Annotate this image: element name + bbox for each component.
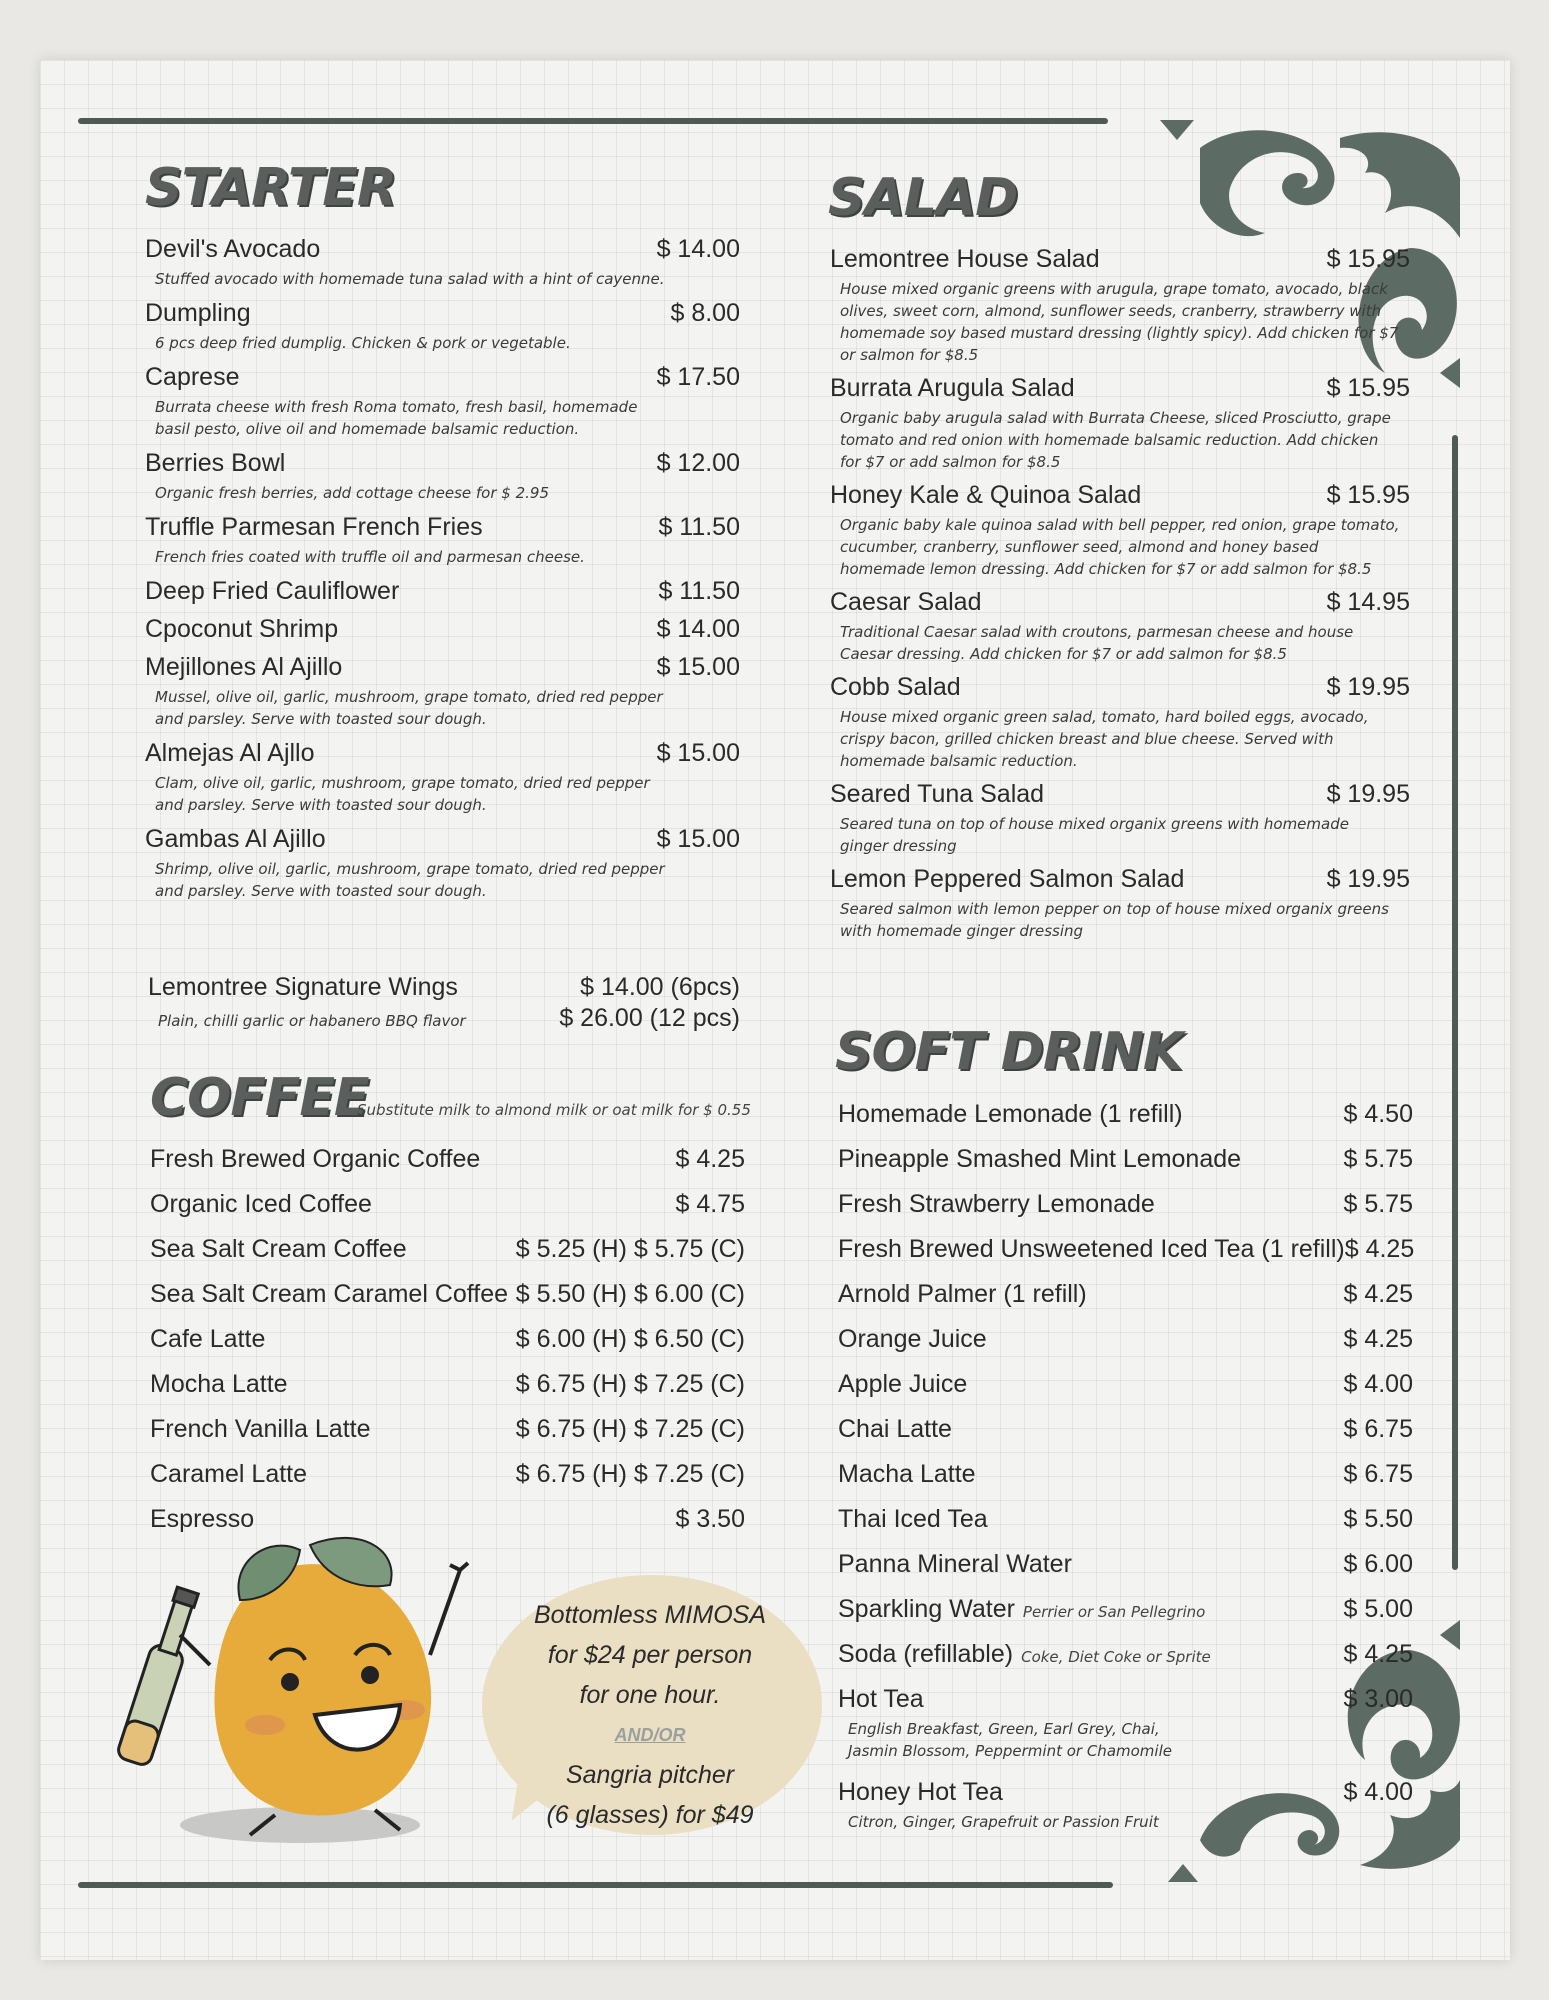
item-price: $ 19.95 xyxy=(1326,780,1410,808)
item-description: Citron, Ginger, Grapefruit or Passion Fruit xyxy=(848,1813,1159,1831)
item-description: English Breakfast, Green, Earl Grey, Chai, Jasmin Blossom, Peppermint or Chamomile xyxy=(848,1720,1172,1760)
item-row xyxy=(150,1190,745,1219)
starter-item xyxy=(145,513,740,568)
item-name: Almejas Al Ajllo xyxy=(145,739,315,767)
coffee-item xyxy=(150,1235,745,1264)
item-row xyxy=(150,1370,745,1399)
item-name-wrap xyxy=(838,1280,1087,1309)
mimosa-sangria-promo xyxy=(500,1595,800,1835)
promo-line-2: for $24 per person xyxy=(547,1641,753,1669)
item-name-wrap xyxy=(150,1190,372,1219)
salad-heading: SALAD xyxy=(828,168,1018,228)
item-description: Traditional Caesar salad with croutons, parmesan cheese and house Caesar dressing. Add chicken for $7 or add salmon for $8.5 xyxy=(840,623,1354,663)
item-description: House mixed organic green salad, tomato, hard boiled eggs, avocado, crispy bacon, grilled chicken breast and blue cheese. Served with homemade balsamic reduction. xyxy=(840,708,1369,770)
item-description: French fries coated with truffle oil and parmesan cheese. xyxy=(155,548,585,566)
item-name: Sea Salt Cream Caramel Coffee xyxy=(150,1280,509,1308)
item-description: Organic baby arugula salad with Burrata Cheese, sliced Prosciutto, grape tomato and red onion with homemade balsamic reduction. Add chicken for $7 or add salmon for $8.5 xyxy=(840,409,1391,471)
soft-drink-item xyxy=(838,1640,1413,1669)
item-row xyxy=(838,1778,1413,1807)
item-price: $ 19.95 xyxy=(1326,865,1410,893)
item-name: Homemade Lemonade (1 refill) xyxy=(838,1100,1183,1128)
item-inline-note: Perrier or San Pellegrino xyxy=(1022,1603,1206,1621)
item-name: Honey Hot Tea xyxy=(838,1778,1003,1806)
item-name: Cpoconut Shrimp xyxy=(145,615,339,643)
coffee-item xyxy=(150,1415,745,1444)
soft-drink-item xyxy=(838,1235,1413,1264)
item-price: $ 5.25 (H) $ 5.75 (C) xyxy=(515,1235,745,1263)
item-name-wrap xyxy=(150,1145,480,1174)
item-name-wrap xyxy=(838,1415,952,1444)
item-name-wrap xyxy=(150,1325,265,1354)
item-name-wrap xyxy=(145,299,251,328)
item-name-wrap xyxy=(838,1595,1205,1624)
item-row xyxy=(145,615,740,644)
starter-item xyxy=(145,363,740,440)
item-name: Organic Iced Coffee xyxy=(150,1190,372,1218)
item-description: Clam, olive oil, garlic, mushroom, grape tomato, dried red pepper and parsley. Serve with toasted sour dough. xyxy=(155,774,650,814)
promo-line-5: (6 glasses) for $49 xyxy=(546,1801,754,1829)
soft-drink-item xyxy=(838,1505,1413,1534)
item-name: Arnold Palmer (1 refill) xyxy=(838,1280,1087,1308)
item-row xyxy=(830,588,1410,617)
item-name-wrap xyxy=(145,653,342,682)
item-price: $ 5.75 xyxy=(1343,1145,1413,1173)
item-name: Sea Salt Cream Coffee xyxy=(150,1235,407,1263)
item-price: $ 4.25 xyxy=(1343,1280,1413,1308)
item-row xyxy=(830,865,1410,894)
item-name: Fresh Brewed Unsweetened Iced Tea (1 refill) xyxy=(838,1235,1345,1263)
item-description: House mixed organic greens with arugula, grape tomato, avocado, black olives, sweet corn, almond, sunflower seeds, cranberry, strawberry with homemade soy based mustard dressing (lightly spicy). Add chicken for $7 or salmon for $8.5 xyxy=(840,280,1399,364)
item-row xyxy=(150,1280,745,1309)
item-name-wrap xyxy=(145,513,483,542)
item-price: $ 3.00 xyxy=(1343,1685,1413,1713)
item-name: French Vanilla Latte xyxy=(150,1415,371,1443)
soft-drink-item xyxy=(838,1280,1413,1309)
item-row xyxy=(838,1415,1413,1444)
item-name-wrap xyxy=(830,673,961,702)
item-name-wrap xyxy=(838,1145,1241,1174)
item-row xyxy=(838,1640,1413,1669)
salad-item xyxy=(830,865,1410,942)
item-price: $ 4.25 xyxy=(1343,1640,1413,1668)
starter-item xyxy=(145,299,740,354)
item-name: Chai Latte xyxy=(838,1415,952,1443)
item-price: $ 14.00 xyxy=(656,615,740,643)
salad-item xyxy=(830,481,1410,580)
item-name-wrap xyxy=(830,780,1044,809)
item-price: $ 14.95 xyxy=(1326,588,1410,616)
coffee-item xyxy=(150,1370,745,1399)
wings-desc: Plain, chilli garlic or habanero BBQ flavor xyxy=(158,1012,466,1030)
item-name: Panna Mineral Water xyxy=(838,1550,1072,1578)
soft-drink-item xyxy=(838,1415,1413,1444)
item-price: $ 4.25 xyxy=(1344,1235,1415,1263)
item-row xyxy=(838,1190,1413,1219)
item-row xyxy=(838,1505,1413,1534)
item-price: $ 5.00 xyxy=(1343,1595,1413,1623)
item-price: $ 6.75 (H) $ 7.25 (C) xyxy=(515,1460,745,1488)
item-row xyxy=(145,235,740,264)
item-price: $ 17.50 xyxy=(656,363,740,391)
item-name: Thai Iced Tea xyxy=(838,1505,988,1533)
item-name-wrap xyxy=(830,245,1100,274)
item-name-wrap xyxy=(145,739,315,768)
item-row xyxy=(838,1460,1413,1489)
item-name-wrap xyxy=(150,1415,371,1444)
item-name-wrap xyxy=(838,1325,987,1354)
item-name-wrap xyxy=(145,235,320,264)
item-name-wrap xyxy=(150,1460,307,1489)
item-row xyxy=(150,1415,745,1444)
item-name-wrap xyxy=(838,1190,1155,1219)
item-row xyxy=(145,513,740,542)
item-name: Caesar Salad xyxy=(830,588,982,616)
item-description: Seared tuna on top of house mixed organix greens with homemade ginger dressing xyxy=(840,815,1349,855)
item-name: Sparkling Water xyxy=(838,1595,1015,1623)
item-name: Macha Latte xyxy=(838,1460,976,1488)
item-name: Truffle Parmesan French Fries xyxy=(145,513,483,541)
item-row xyxy=(145,739,740,768)
item-price: $ 3.50 xyxy=(675,1505,745,1533)
coffee-heading: COFFEE xyxy=(150,1068,369,1128)
item-row xyxy=(145,363,740,392)
item-name-wrap xyxy=(838,1235,1345,1264)
item-name-wrap xyxy=(838,1505,988,1534)
item-price: $ 15.95 xyxy=(1326,245,1410,273)
item-name-wrap xyxy=(145,825,326,854)
item-name-wrap xyxy=(145,615,338,644)
item-description: 6 pcs deep fried dumplig. Chicken & pork or vegetable. xyxy=(155,334,571,352)
coffee-item xyxy=(150,1325,745,1354)
soft-drink-heading: SOFT DRINK xyxy=(835,1022,1183,1082)
promo-line-1: Bottomless MIMOSA xyxy=(534,1601,766,1629)
item-name-wrap xyxy=(145,363,240,392)
item-name: Lemon Peppered Salmon Salad xyxy=(830,865,1185,893)
item-inline-note: Coke, Diet Coke or Sprite xyxy=(1021,1648,1211,1666)
item-row xyxy=(830,245,1410,274)
item-name-wrap xyxy=(838,1640,1211,1669)
item-name-wrap xyxy=(830,374,1075,403)
item-row xyxy=(830,374,1410,403)
item-name-wrap xyxy=(150,1235,407,1264)
salad-item xyxy=(830,780,1410,857)
starter-item xyxy=(145,235,740,290)
item-price: $ 15.95 xyxy=(1326,481,1410,509)
item-name: Orange Juice xyxy=(838,1325,987,1353)
item-name-wrap xyxy=(145,577,399,606)
signature-wings-item xyxy=(148,973,740,1033)
item-row xyxy=(838,1550,1413,1579)
lemon-mascot-illustration xyxy=(100,1525,480,1845)
soft-drink-item xyxy=(838,1100,1413,1129)
item-name: Soda (refillable) xyxy=(838,1640,1014,1668)
item-price: $ 4.00 xyxy=(1343,1370,1413,1398)
item-row xyxy=(145,577,740,606)
item-description: Stuffed avocado with homemade tuna salad with a hint of cayenne. xyxy=(155,270,665,288)
wings-price-6pcs: $ 14.00 (6pcs) xyxy=(580,973,740,1001)
item-row xyxy=(145,825,740,854)
item-name-wrap xyxy=(830,588,981,617)
coffee-item xyxy=(150,1460,745,1489)
wings-name: Lemontree Signature Wings xyxy=(148,973,458,1001)
item-name-wrap xyxy=(150,1370,288,1399)
soft-drink-item xyxy=(838,1145,1413,1174)
item-name: Berries Bowl xyxy=(145,449,286,477)
item-row xyxy=(150,1235,745,1264)
soft-drink-item xyxy=(838,1595,1413,1624)
coffee-milk-note: Substitute milk to almond milk or oat milk for $ 0.55 xyxy=(357,1101,751,1119)
item-price: $ 4.25 xyxy=(675,1145,745,1173)
starter-item xyxy=(145,449,740,504)
item-row xyxy=(145,449,740,478)
promo-line-3: for one hour. xyxy=(579,1681,721,1709)
item-description: Organic baby kale quinoa salad with bell pepper, red onion, grape tomato, cucumber, cranberry, sunflower seed, almond and honey based homemade lemon dressing. Add chicken for $7 or add salmon for $8.5 xyxy=(840,516,1400,578)
item-name: Caramel Latte xyxy=(150,1460,308,1488)
wings-price-12pcs: $ 26.00 (12 pcs) xyxy=(559,1004,740,1032)
starter-item xyxy=(145,615,740,644)
item-name-wrap xyxy=(838,1778,1003,1807)
item-row xyxy=(838,1370,1413,1399)
item-price: $ 15.00 xyxy=(656,739,740,767)
item-name: Lemontree House Salad xyxy=(830,245,1100,273)
item-name-wrap xyxy=(838,1460,976,1489)
item-name-wrap xyxy=(150,1280,508,1309)
item-name: Cafe Latte xyxy=(150,1325,266,1353)
item-row xyxy=(838,1685,1413,1714)
item-name: Hot Tea xyxy=(838,1685,924,1713)
item-description: Mussel, olive oil, garlic, mushroom, grape tomato, dried red pepper and parsley. Serve with toasted sour dough. xyxy=(155,688,663,728)
item-row xyxy=(145,653,740,682)
item-description: Burrata cheese with fresh Roma tomato, fresh basil, homemade basil pesto, olive oil and homemade balsamic reduction. xyxy=(155,398,638,438)
item-row xyxy=(838,1235,1413,1264)
item-price: $ 6.75 xyxy=(1343,1415,1413,1443)
item-price: $ 8.00 xyxy=(670,299,740,327)
item-description: Organic fresh berries, add cottage cheese for $ 2.95 xyxy=(155,484,549,502)
item-price: $ 6.75 (H) $ 7.25 (C) xyxy=(515,1370,745,1398)
coffee-item xyxy=(150,1190,745,1219)
item-price: $ 15.00 xyxy=(656,825,740,853)
item-name: Apple Juice xyxy=(838,1370,968,1398)
item-price: $ 4.25 xyxy=(1343,1325,1413,1353)
item-description: Shrimp, olive oil, garlic, mushroom, grape tomato, dried red pepper and parsley. Serve with toasted sour dough. xyxy=(155,860,665,900)
item-row xyxy=(830,481,1410,510)
item-price: $ 4.75 xyxy=(675,1190,745,1218)
item-price: $ 5.75 xyxy=(1343,1190,1413,1218)
soft-drink-item xyxy=(838,1778,1413,1833)
coffee-section xyxy=(150,1145,745,1550)
item-price: $ 6.75 xyxy=(1343,1460,1413,1488)
item-name: Fresh Strawberry Lemonade xyxy=(838,1190,1155,1218)
item-row xyxy=(838,1325,1413,1354)
item-price: $ 5.50 xyxy=(1343,1505,1413,1533)
item-name-wrap xyxy=(838,1370,967,1399)
salad-item xyxy=(830,374,1410,473)
item-name: Seared Tuna Salad xyxy=(830,780,1045,808)
starter-section xyxy=(145,235,740,911)
coffee-item xyxy=(150,1145,745,1174)
starter-item xyxy=(145,825,740,902)
item-name: Cobb Salad xyxy=(830,673,961,701)
item-price: $ 4.00 xyxy=(1343,1778,1413,1806)
item-row xyxy=(838,1145,1413,1174)
item-name-wrap xyxy=(830,865,1184,894)
salad-item xyxy=(830,588,1410,665)
item-row xyxy=(150,1145,745,1174)
item-name: Deep Fried Cauliflower xyxy=(145,577,400,605)
item-price: $ 6.00 (H) $ 6.50 (C) xyxy=(515,1325,745,1353)
starter-item xyxy=(145,653,740,730)
soft-drink-item xyxy=(838,1190,1413,1219)
item-row xyxy=(838,1100,1413,1129)
promo-line-4: Sangria pitcher xyxy=(565,1761,735,1789)
item-price: $ 19.95 xyxy=(1326,673,1410,701)
item-price: $ 15.00 xyxy=(656,653,740,681)
soft-drink-section xyxy=(838,1100,1413,1849)
item-name: Dumpling xyxy=(145,299,251,327)
item-row xyxy=(830,673,1410,702)
promo-and-or: AND/OR xyxy=(614,1725,686,1745)
starter-heading: STARTER xyxy=(145,158,396,218)
item-price: $ 6.00 xyxy=(1343,1550,1413,1578)
item-price: $ 5.50 (H) $ 6.00 (C) xyxy=(515,1280,745,1308)
item-row xyxy=(830,780,1410,809)
item-name: Pineapple Smashed Mint Lemonade xyxy=(838,1145,1242,1173)
item-price: $ 15.95 xyxy=(1326,374,1410,402)
item-price: $ 11.50 xyxy=(658,577,740,605)
item-row xyxy=(838,1595,1413,1624)
item-name: Burrata Arugula Salad xyxy=(830,374,1075,402)
item-row xyxy=(150,1325,745,1354)
item-name-wrap xyxy=(830,481,1141,510)
item-name: Gambas Al Ajillo xyxy=(145,825,326,853)
item-name-wrap xyxy=(838,1100,1183,1129)
item-name-wrap xyxy=(838,1685,924,1714)
item-name: Mocha Latte xyxy=(150,1370,288,1398)
item-name: Mejillones Al Ajillo xyxy=(145,653,343,681)
item-name: Devil's Avocado xyxy=(145,235,321,263)
soft-drink-item xyxy=(838,1550,1413,1579)
soft-drink-item xyxy=(838,1325,1413,1354)
item-row xyxy=(150,1460,745,1489)
right-rule xyxy=(1452,435,1458,1570)
starter-item xyxy=(145,739,740,816)
item-description: Seared salmon with lemon pepper on top of house mixed organix greens with homemade ginger dressing xyxy=(840,900,1389,940)
salad-item xyxy=(830,673,1410,772)
item-price: $ 12.00 xyxy=(656,449,740,477)
soft-drink-item xyxy=(838,1460,1413,1489)
item-price: $ 14.00 xyxy=(656,235,740,263)
starter-item xyxy=(145,577,740,606)
item-name: Fresh Brewed Organic Coffee xyxy=(150,1145,481,1173)
item-price: $ 4.50 xyxy=(1343,1100,1413,1128)
item-row xyxy=(145,299,740,328)
salad-section xyxy=(830,245,1410,950)
salad-item xyxy=(830,245,1410,366)
soft-drink-item xyxy=(838,1685,1413,1762)
item-price: $ 6.75 (H) $ 7.25 (C) xyxy=(515,1415,745,1443)
coffee-item xyxy=(150,1280,745,1309)
item-name-wrap xyxy=(145,449,285,478)
item-row xyxy=(838,1280,1413,1309)
bottom-rule xyxy=(78,1882,1113,1888)
item-name: Espresso xyxy=(150,1505,255,1533)
item-price: $ 11.50 xyxy=(658,513,740,541)
soft-drink-item xyxy=(838,1370,1413,1399)
item-name: Caprese xyxy=(145,363,240,391)
item-name: Honey Kale & Quinoa Salad xyxy=(830,481,1142,509)
top-rule xyxy=(78,118,1108,124)
item-name-wrap xyxy=(838,1550,1072,1579)
